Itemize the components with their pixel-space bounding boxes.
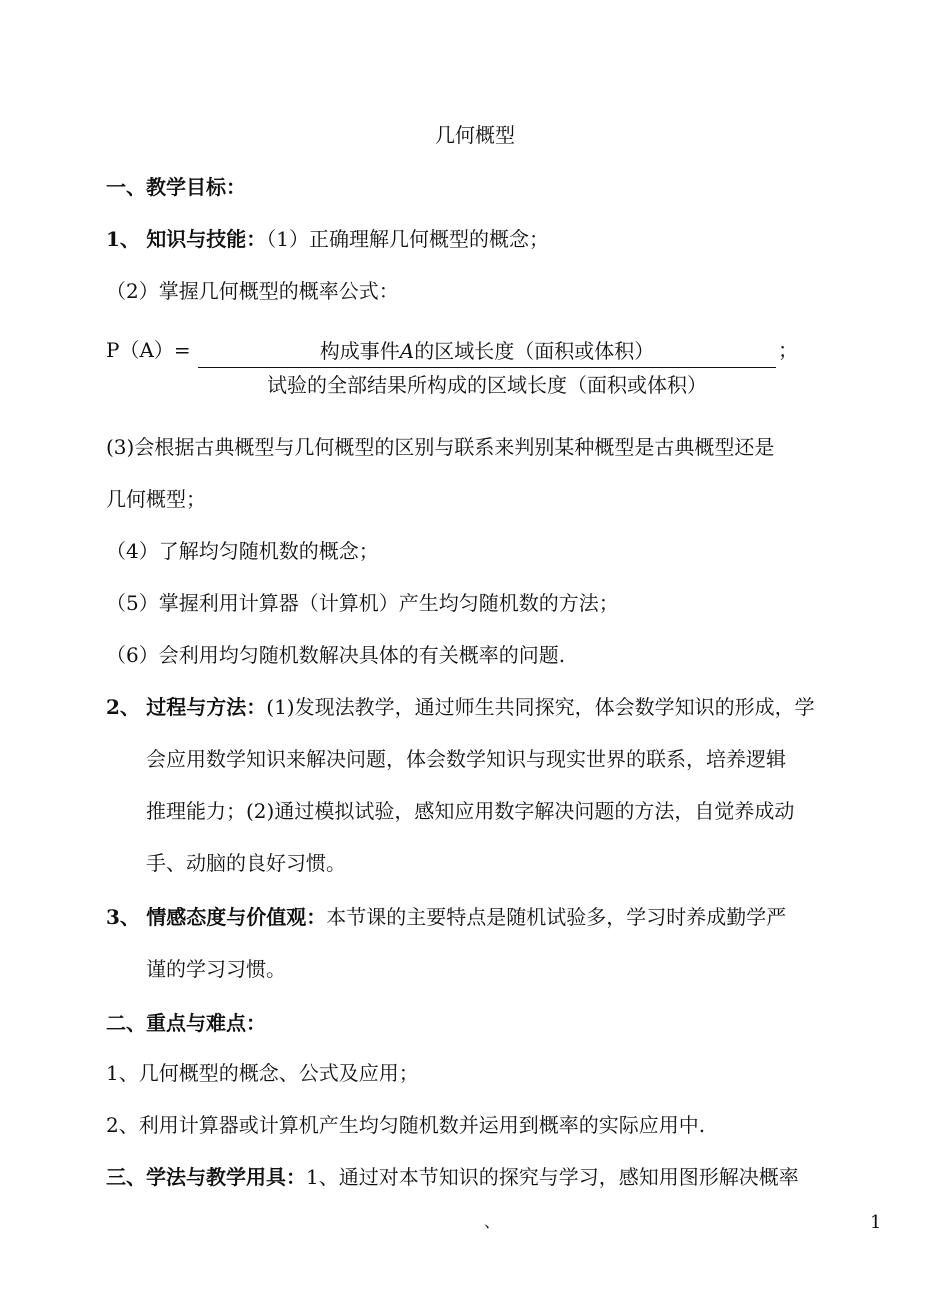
item-number: 3、 (106, 905, 140, 929)
item-text: (1)发现法教学，通过师生共同探究，体会数学知识的形成，学 (266, 695, 815, 719)
formula-denominator: 试验的全部结果所构成的区域长度（面积或体积） (267, 373, 707, 397)
objective-process-line-3: 推理能力；(2)通过模拟试验，感知应用数字解决问题的方法，自觉养成动 (146, 799, 795, 823)
objective-line-2: （2）掌握几何概型的概率公式： (106, 279, 399, 303)
objective-line-3b: 几何概型； (106, 487, 206, 511)
section-heading-methods: 三、学法与教学用具： (106, 1165, 306, 1189)
key-point-2: 2、利用计算器或计算机产生均匀随机数并运用到概率的实际应用中. (106, 1113, 706, 1137)
objective-attitude-line-2: 谨的学习习惯。 (146, 957, 286, 981)
objective-line-3a: (3)会根据古典概型与几何概型的区别与联系来判别某种概型是古典概型还是 (106, 435, 775, 459)
objective-attitude-line-1 (106, 904, 786, 930)
item-number: 1、 (106, 227, 140, 251)
objective-line-6: （6）会利用均匀随机数解决具体的有关概率的问题. (106, 643, 566, 667)
formula-lhs: P（A）= (106, 338, 191, 362)
objective-line-4: （4）了解均匀随机数的概念； (106, 539, 379, 563)
objective-knowledge-line (106, 226, 549, 252)
footer-mark: 、 (484, 1212, 501, 1231)
objective-line-5: （5）掌握利用计算器（计算机）产生均匀随机数的方法； (106, 591, 619, 615)
formula-numerator: 构成事件A的区域长度（面积或体积） (319, 339, 655, 363)
item-heading: 过程与方法： (146, 695, 267, 719)
objective-process-line-1 (106, 694, 815, 720)
item-heading: 知识与技能： (146, 227, 267, 251)
item-text: 本节课的主要特点是随机试验多，学习时养成勤学严 (326, 905, 787, 929)
objective-process-line-2: 会应用数学知识来解决问题，体会数学知识与现实世界的联系，培养逻辑 (146, 747, 786, 771)
fraction-bar (198, 367, 776, 368)
item-text: （1）正确理解几何概型的概念； (266, 227, 550, 251)
probability-formula-fraction (198, 338, 776, 398)
formula-tail: ； (778, 338, 798, 362)
item-number: 2、 (106, 695, 140, 719)
item-heading: 情感态度与价值观： (146, 905, 327, 929)
objective-process-line-4: 手、动脑的良好习惯。 (146, 851, 346, 875)
methods-text: 1、通过对本节知识的探究与学习，感知用图形解决概率 (306, 1165, 799, 1189)
section-heading-objectives: 一、教学目标： (106, 175, 246, 199)
document-title: 几何概型 (435, 123, 515, 147)
section-heading-key-points: 二、重点与难点： (106, 1011, 266, 1035)
key-point-1: 1、几何概型的概念、公式及应用； (106, 1061, 419, 1085)
section-heading-methods-line (106, 1164, 799, 1190)
page-number: 1 (870, 1212, 882, 1233)
